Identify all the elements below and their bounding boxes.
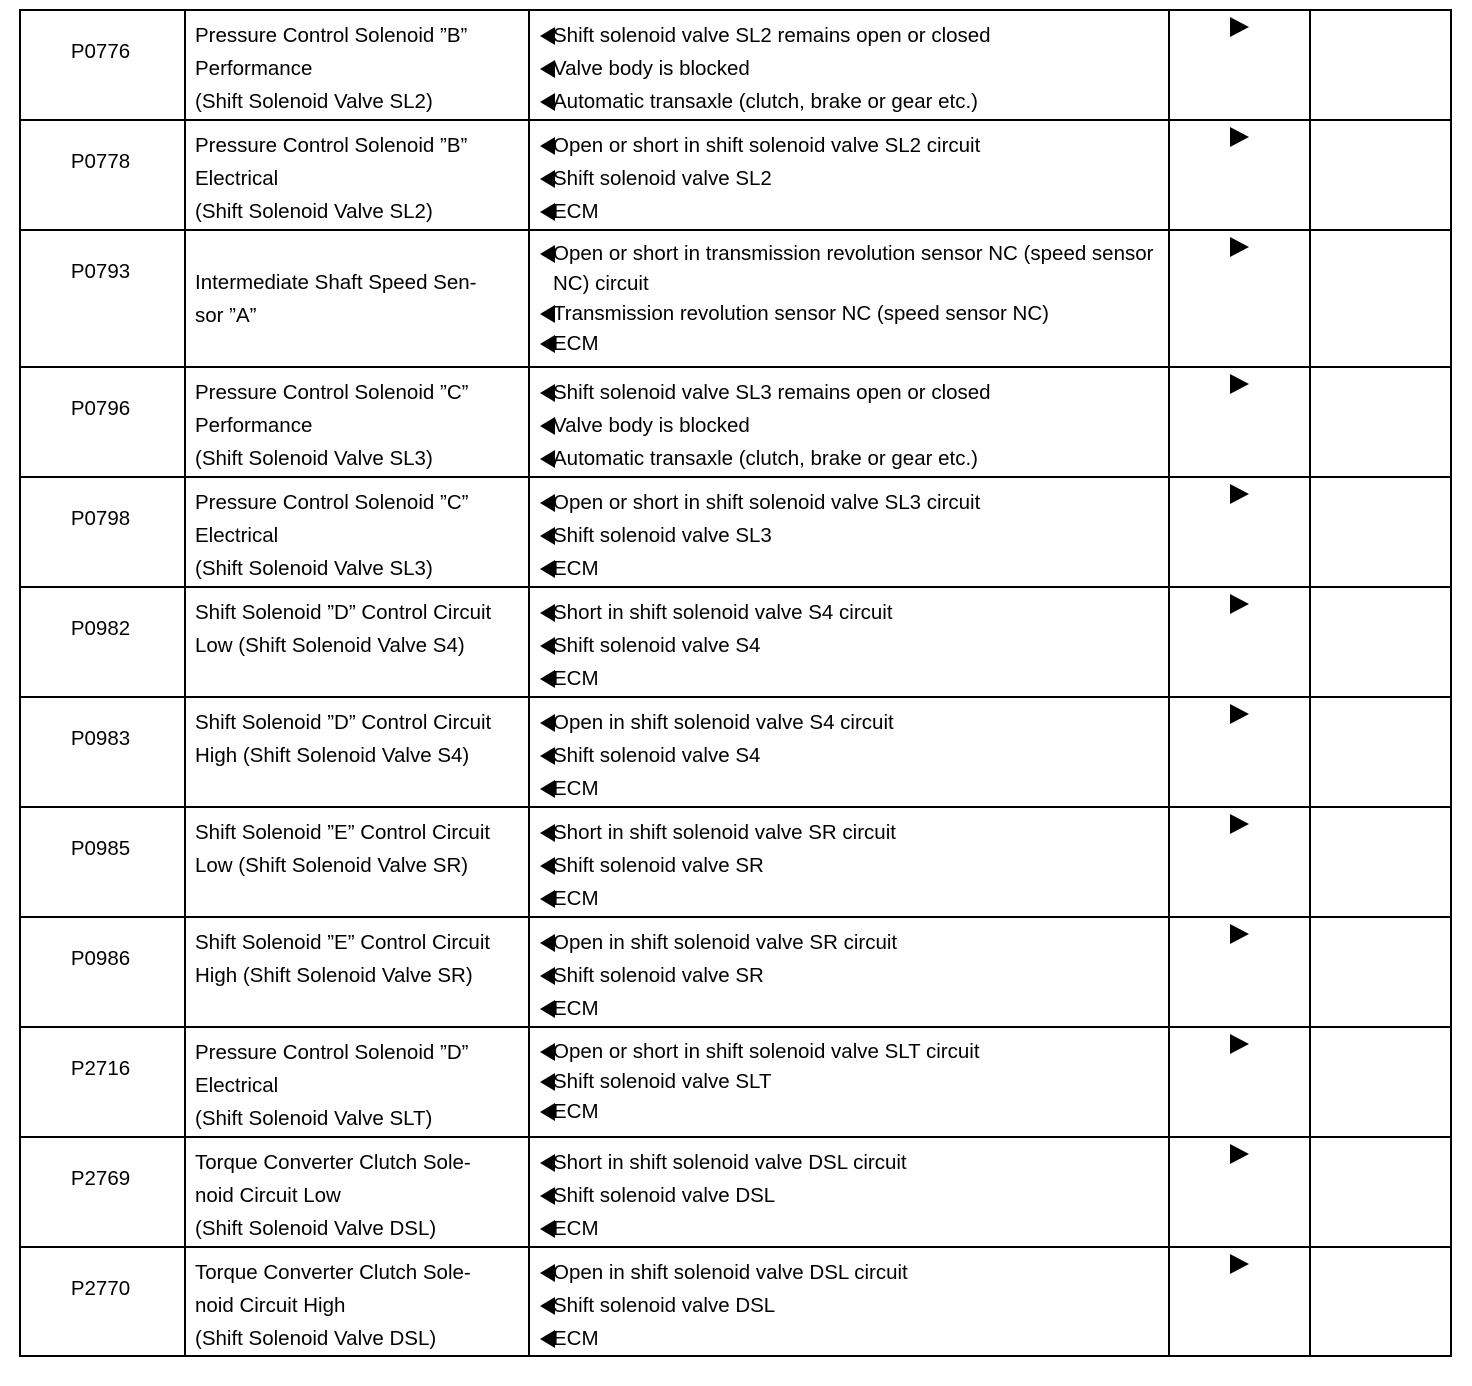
left-pointing-triangle-icon bbox=[540, 824, 555, 842]
left-pointing-triangle-icon bbox=[540, 335, 555, 353]
see-page-cell bbox=[1169, 917, 1310, 1027]
trouble-area-text: ECM bbox=[553, 1217, 599, 1240]
table-row bbox=[20, 230, 1451, 367]
trouble-area-text: Shift solenoid valve SLT bbox=[553, 1070, 772, 1093]
see-page-cell bbox=[1169, 1027, 1310, 1137]
trouble-area-text: Open or short in shift solenoid valve SL3 circuit bbox=[553, 491, 981, 514]
trouble-area-item bbox=[540, 85, 1162, 118]
trouble-area-text: ECM bbox=[553, 667, 599, 690]
left-pointing-triangle-icon bbox=[540, 1220, 555, 1238]
trouble-area-text: ECM bbox=[553, 1327, 599, 1350]
trouble-area-item bbox=[540, 739, 1162, 772]
dtc-code: P0983 bbox=[70, 727, 131, 750]
left-pointing-triangle-icon bbox=[540, 604, 555, 622]
trouble-area-text: Shift solenoid valve DSL bbox=[553, 1294, 776, 1317]
trouble-area-text: Open in shift solenoid valve DSL circuit bbox=[553, 1261, 908, 1284]
trouble-area-text: Short in shift solenoid valve DSL circuit bbox=[553, 1151, 907, 1174]
trouble-area-item bbox=[540, 52, 1162, 85]
dtc-code-cell bbox=[20, 230, 185, 367]
trouble-area-item bbox=[540, 849, 1162, 882]
right-pointing-triangle-icon[interactable] bbox=[1230, 237, 1249, 257]
left-pointing-triangle-icon bbox=[540, 560, 555, 578]
left-pointing-triangle-icon bbox=[540, 1073, 555, 1091]
detection-item-cell bbox=[185, 1137, 529, 1247]
trouble-area-cell bbox=[529, 477, 1169, 587]
right-pointing-triangle-icon[interactable] bbox=[1230, 484, 1249, 504]
dtc-code: P2770 bbox=[70, 1277, 131, 1300]
detection-item-line: Pressure Control Solenoid ”B” bbox=[195, 24, 468, 47]
trouble-area-text: ECM bbox=[553, 997, 599, 1020]
see-page-cell bbox=[1169, 807, 1310, 917]
dtc-code-cell bbox=[20, 587, 185, 697]
trouble-area-cell bbox=[529, 1137, 1169, 1247]
detection-item-line: Shift Solenoid ”E” Control Circuit bbox=[195, 821, 491, 844]
detection-item-line: Shift Solenoid ”E” Control Circuit bbox=[195, 931, 491, 954]
trouble-area-text: ECM bbox=[553, 200, 599, 223]
detection-item-line: sor ”A” bbox=[195, 303, 257, 327]
trouble-area-text: Open in shift solenoid valve S4 circuit bbox=[553, 711, 894, 734]
empty-cell bbox=[1310, 367, 1451, 477]
trouble-area-text: Transmission revolution sensor NC (speed sensor NC) bbox=[553, 302, 1049, 325]
dtc-code: P0778 bbox=[70, 150, 131, 173]
trouble-area-text: ECM bbox=[553, 332, 599, 355]
trouble-area-text: Open or short in shift solenoid valve SLT circuit bbox=[553, 1040, 980, 1063]
trouble-area-text: Short in shift solenoid valve SR circuit bbox=[553, 821, 896, 844]
detection-item-line: (Shift Solenoid Valve SL2) bbox=[195, 90, 433, 113]
trouble-area-item bbox=[540, 1067, 1162, 1097]
detection-item-line: Torque Converter Clutch Sole- bbox=[195, 1261, 471, 1284]
right-pointing-triangle-icon[interactable] bbox=[1230, 1254, 1249, 1274]
left-pointing-triangle-icon bbox=[540, 203, 555, 221]
trouble-area-cell bbox=[529, 1027, 1169, 1137]
trouble-area-item bbox=[540, 1322, 1162, 1355]
dtc-code-cell bbox=[20, 697, 185, 807]
left-pointing-triangle-icon bbox=[540, 890, 555, 908]
table-row bbox=[20, 1027, 1451, 1137]
trouble-area-text: Shift solenoid valve SL2 bbox=[553, 167, 772, 190]
trouble-area-cell bbox=[529, 807, 1169, 917]
detection-item-line: noid Circuit High bbox=[195, 1294, 346, 1317]
right-pointing-triangle-icon[interactable] bbox=[1230, 1034, 1249, 1054]
trouble-area-item bbox=[540, 1256, 1162, 1289]
left-pointing-triangle-icon bbox=[540, 934, 555, 952]
empty-cell bbox=[1310, 807, 1451, 917]
dtc-code: P0798 bbox=[70, 507, 131, 530]
detection-item-line: Intermediate Shaft Speed Sen- bbox=[195, 270, 477, 294]
right-pointing-triangle-icon[interactable] bbox=[1230, 924, 1249, 944]
detection-item-cell bbox=[185, 477, 529, 587]
trouble-area-item bbox=[540, 129, 1162, 162]
dtc-code-cell bbox=[20, 10, 185, 120]
dtc-code: P0776 bbox=[70, 40, 131, 63]
trouble-area-item bbox=[540, 442, 1162, 475]
trouble-area-text: Automatic transaxle (clutch, brake or gear etc.) bbox=[553, 447, 978, 470]
empty-cell bbox=[1310, 587, 1451, 697]
empty-cell bbox=[1310, 230, 1451, 367]
see-page-cell bbox=[1169, 10, 1310, 120]
detection-item-cell bbox=[185, 697, 529, 807]
left-pointing-triangle-icon bbox=[540, 1187, 555, 1205]
table-row bbox=[20, 477, 1451, 587]
see-page-cell bbox=[1169, 697, 1310, 807]
trouble-area-item bbox=[540, 596, 1162, 629]
trouble-area-item bbox=[540, 1146, 1162, 1179]
left-pointing-triangle-icon bbox=[540, 1330, 555, 1348]
detection-item-line: noid Circuit Low bbox=[195, 1184, 341, 1207]
trouble-area-item bbox=[540, 299, 1162, 329]
right-pointing-triangle-icon[interactable] bbox=[1230, 127, 1249, 147]
trouble-area-cell bbox=[529, 1247, 1169, 1356]
dtc-code-cell bbox=[20, 120, 185, 230]
trouble-area-cell bbox=[529, 697, 1169, 807]
detection-item-line: Pressure Control Solenoid ”C” bbox=[195, 381, 469, 404]
trouble-area-text: Automatic transaxle (clutch, brake or gear etc.) bbox=[553, 90, 978, 113]
trouble-area-item bbox=[540, 376, 1162, 409]
detection-item-cell bbox=[185, 230, 529, 367]
see-page-cell bbox=[1169, 120, 1310, 230]
trouble-area-cell bbox=[529, 120, 1169, 230]
trouble-area-item bbox=[540, 1037, 1162, 1067]
dtc-code: P0986 bbox=[70, 947, 131, 970]
detection-item-cell bbox=[185, 587, 529, 697]
left-pointing-triangle-icon bbox=[540, 527, 555, 545]
detection-item-cell bbox=[185, 1027, 529, 1137]
table-row bbox=[20, 587, 1451, 697]
trouble-area-text: Shift solenoid valve SR bbox=[553, 964, 764, 987]
left-pointing-triangle-icon bbox=[540, 967, 555, 985]
left-pointing-triangle-icon bbox=[540, 1000, 555, 1018]
detection-item-cell bbox=[185, 120, 529, 230]
empty-cell bbox=[1310, 1247, 1451, 1356]
detection-item-line: Pressure Control Solenoid ”B” bbox=[195, 134, 468, 157]
trouble-area-item bbox=[540, 519, 1162, 552]
trouble-area-item bbox=[540, 162, 1162, 195]
detection-item-line: (Shift Solenoid Valve SL3) bbox=[195, 557, 433, 580]
left-pointing-triangle-icon bbox=[540, 1264, 555, 1282]
detection-item-cell bbox=[185, 10, 529, 120]
left-pointing-triangle-icon bbox=[540, 1103, 555, 1121]
detection-item-cell bbox=[185, 367, 529, 477]
trouble-area-text: Open in shift solenoid valve SR circuit bbox=[553, 931, 898, 954]
trouble-area-item bbox=[540, 629, 1162, 662]
table-row bbox=[20, 917, 1451, 1027]
dtc-code-cell bbox=[20, 1247, 185, 1356]
left-pointing-triangle-icon bbox=[540, 450, 555, 468]
detection-item-line: Electrical bbox=[195, 1074, 279, 1097]
trouble-area-cell bbox=[529, 230, 1169, 367]
trouble-area-item bbox=[540, 329, 1162, 359]
table-row bbox=[20, 120, 1451, 230]
dtc-table-body bbox=[20, 10, 1451, 1356]
trouble-area-text: Open or short in transmission revolution sensor NC (speed sensor NC) circuit bbox=[553, 242, 1154, 295]
dtc-code: P2716 bbox=[70, 1057, 131, 1080]
trouble-area-item bbox=[540, 992, 1162, 1025]
trouble-area-text: Shift solenoid valve SL3 bbox=[553, 524, 772, 547]
left-pointing-triangle-icon bbox=[540, 27, 555, 45]
left-pointing-triangle-icon bbox=[540, 714, 555, 732]
trouble-area-item bbox=[540, 486, 1162, 519]
table-row bbox=[20, 367, 1451, 477]
left-pointing-triangle-icon bbox=[540, 60, 555, 78]
trouble-area-item bbox=[540, 1097, 1162, 1127]
detection-item-line: Performance bbox=[195, 57, 313, 80]
see-page-cell bbox=[1169, 477, 1310, 587]
trouble-area-item bbox=[540, 1179, 1162, 1212]
left-pointing-triangle-icon bbox=[540, 1043, 555, 1061]
trouble-area-text: Short in shift solenoid valve S4 circuit bbox=[553, 601, 893, 624]
dtc-code-cell bbox=[20, 1137, 185, 1247]
see-page-cell bbox=[1169, 587, 1310, 697]
trouble-area-item bbox=[540, 662, 1162, 695]
detection-item-line: High (Shift Solenoid Valve SR) bbox=[195, 964, 473, 987]
right-pointing-triangle-icon[interactable] bbox=[1230, 594, 1249, 614]
trouble-area-text: Valve body is blocked bbox=[553, 57, 750, 80]
detection-item-line: (Shift Solenoid Valve SL3) bbox=[195, 447, 433, 470]
trouble-area-item bbox=[540, 19, 1162, 52]
left-pointing-triangle-icon bbox=[540, 780, 555, 798]
detection-item-line: Pressure Control Solenoid ”C” bbox=[195, 491, 469, 514]
trouble-area-text: Shift solenoid valve SL3 remains open or closed bbox=[553, 381, 991, 404]
left-pointing-triangle-icon bbox=[540, 384, 555, 402]
left-pointing-triangle-icon bbox=[540, 137, 555, 155]
dtc-code: P0793 bbox=[70, 260, 131, 283]
trouble-area-item bbox=[540, 959, 1162, 992]
table-row bbox=[20, 10, 1451, 120]
detection-item-line: (Shift Solenoid Valve DSL) bbox=[195, 1217, 437, 1240]
trouble-area-item bbox=[540, 552, 1162, 585]
see-page-cell bbox=[1169, 367, 1310, 477]
left-pointing-triangle-icon bbox=[540, 245, 555, 263]
detection-item-line: Low (Shift Solenoid Valve S4) bbox=[195, 634, 465, 657]
detection-item-line: Shift Solenoid ”D” Control Circuit bbox=[195, 601, 492, 624]
detection-item-cell bbox=[185, 807, 529, 917]
dtc-table bbox=[19, 9, 1452, 1357]
left-pointing-triangle-icon bbox=[540, 857, 555, 875]
dtc-code: P0982 bbox=[70, 617, 131, 640]
detection-item-line: Pressure Control Solenoid ”D” bbox=[195, 1041, 469, 1064]
dtc-code-cell bbox=[20, 367, 185, 477]
dtc-code-cell bbox=[20, 917, 185, 1027]
dtc-code: P2769 bbox=[70, 1167, 131, 1190]
right-pointing-triangle-icon[interactable] bbox=[1230, 704, 1249, 724]
dtc-code: P0985 bbox=[70, 837, 131, 860]
right-pointing-triangle-icon[interactable] bbox=[1230, 374, 1249, 394]
empty-cell bbox=[1310, 120, 1451, 230]
empty-cell bbox=[1310, 10, 1451, 120]
dtc-code-cell bbox=[20, 1027, 185, 1137]
empty-cell bbox=[1310, 477, 1451, 587]
right-pointing-triangle-icon[interactable] bbox=[1230, 1144, 1249, 1164]
left-pointing-triangle-icon bbox=[540, 1154, 555, 1172]
trouble-area-item bbox=[540, 706, 1162, 739]
trouble-area-item bbox=[540, 772, 1162, 805]
left-pointing-triangle-icon bbox=[540, 670, 555, 688]
left-pointing-triangle-icon bbox=[540, 494, 555, 512]
left-pointing-triangle-icon bbox=[540, 170, 555, 188]
trouble-area-item bbox=[540, 195, 1162, 228]
dtc-code-cell bbox=[20, 807, 185, 917]
trouble-area-text: Shift solenoid valve DSL bbox=[553, 1184, 776, 1207]
trouble-area-text: ECM bbox=[553, 557, 599, 580]
trouble-area-text: Valve body is blocked bbox=[553, 414, 750, 437]
detection-item-line: (Shift Solenoid Valve DSL) bbox=[195, 1327, 437, 1350]
trouble-area-item bbox=[540, 409, 1162, 442]
table-row bbox=[20, 697, 1451, 807]
see-page-cell bbox=[1169, 1137, 1310, 1247]
see-page-cell bbox=[1169, 230, 1310, 367]
detection-item-line: (Shift Solenoid Valve SL2) bbox=[195, 200, 433, 223]
trouble-area-item bbox=[540, 926, 1162, 959]
trouble-area-text: ECM bbox=[553, 777, 599, 800]
trouble-area-text: ECM bbox=[553, 1100, 599, 1123]
trouble-area-item bbox=[540, 882, 1162, 915]
empty-cell bbox=[1310, 697, 1451, 807]
dtc-code-cell bbox=[20, 477, 185, 587]
trouble-area-text: ECM bbox=[553, 887, 599, 910]
trouble-area-text: Shift solenoid valve S4 bbox=[553, 744, 761, 767]
empty-cell bbox=[1310, 917, 1451, 1027]
detection-item-line: Shift Solenoid ”D” Control Circuit bbox=[195, 711, 492, 734]
detection-item-line: Torque Converter Clutch Sole- bbox=[195, 1151, 471, 1174]
detection-item-cell bbox=[185, 917, 529, 1027]
trouble-area-cell bbox=[529, 367, 1169, 477]
empty-cell bbox=[1310, 1137, 1451, 1247]
left-pointing-triangle-icon bbox=[540, 1297, 555, 1315]
trouble-area-item bbox=[540, 1289, 1162, 1322]
trouble-area-cell bbox=[529, 587, 1169, 697]
table-row bbox=[20, 1247, 1451, 1356]
table-row bbox=[20, 807, 1451, 917]
dtc-code: P0796 bbox=[70, 397, 131, 420]
trouble-area-cell bbox=[529, 10, 1169, 120]
trouble-area-item bbox=[540, 816, 1162, 849]
detection-item-line: Electrical bbox=[195, 524, 279, 547]
empty-cell bbox=[1310, 1027, 1451, 1137]
detection-item-line: (Shift Solenoid Valve SLT) bbox=[195, 1107, 433, 1130]
left-pointing-triangle-icon bbox=[540, 417, 555, 435]
detection-item-line: Electrical bbox=[195, 167, 279, 190]
left-pointing-triangle-icon bbox=[540, 747, 555, 765]
left-pointing-triangle-icon bbox=[540, 637, 555, 655]
trouble-area-text: Shift solenoid valve S4 bbox=[553, 634, 761, 657]
left-pointing-triangle-icon bbox=[540, 93, 555, 111]
trouble-area-item bbox=[540, 239, 1162, 299]
see-page-cell bbox=[1169, 1247, 1310, 1356]
trouble-area-cell bbox=[529, 917, 1169, 1027]
right-pointing-triangle-icon[interactable] bbox=[1230, 17, 1249, 37]
trouble-area-text: Shift solenoid valve SL2 remains open or closed bbox=[553, 24, 991, 47]
left-pointing-triangle-icon bbox=[540, 305, 555, 323]
detection-item-line: Performance bbox=[195, 414, 313, 437]
right-pointing-triangle-icon[interactable] bbox=[1230, 814, 1249, 834]
table-row bbox=[20, 1137, 1451, 1247]
trouble-area-text: Open or short in shift solenoid valve SL2 circuit bbox=[553, 134, 981, 157]
detection-item-line: High (Shift Solenoid Valve S4) bbox=[195, 744, 470, 767]
detection-item-cell bbox=[185, 1247, 529, 1356]
detection-item-line: Low (Shift Solenoid Valve SR) bbox=[195, 854, 469, 877]
trouble-area-item bbox=[540, 1212, 1162, 1245]
trouble-area-text: Shift solenoid valve SR bbox=[553, 854, 764, 877]
